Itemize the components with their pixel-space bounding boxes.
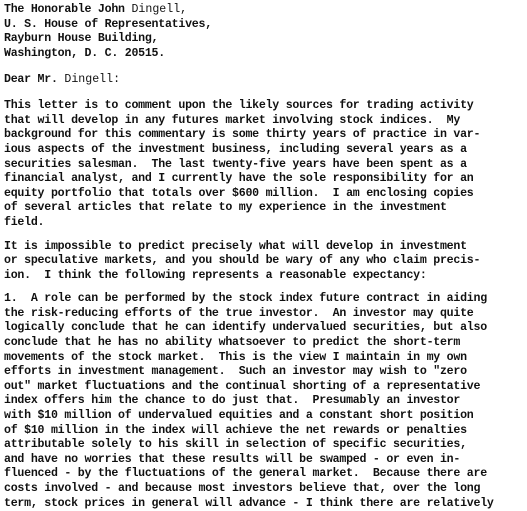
paragraph-2-line: ion. I think the following represents a reasonable expectancy: (4, 268, 427, 282)
paragraph-3-line: fluenced - by the fluctuations of the general market. Because there are (4, 467, 487, 481)
paragraph-1-line: financial analyst, and I currently have the sole responsibility for an (4, 172, 474, 186)
address-block (4, 3, 527, 61)
paragraph-1-line: that will develop in any futures market involving stock indices. My (4, 113, 461, 127)
paragraph-3-line: 1. A role can be performed by the stock index future contract in aiding (4, 292, 487, 306)
spacer (4, 61, 527, 73)
paragraph-3-line: term, stock prices in general will advance - I think there are relatively (4, 496, 494, 510)
salutation-prefix: Dear Mr. (4, 72, 65, 86)
paragraph-3-line: efforts in investment management. Such an investor may wish to "zero (4, 365, 467, 379)
spacer (4, 88, 527, 100)
spacer (4, 231, 527, 240)
paragraph-3-line: the risk-reducing efforts of the true investor. An investor may quite (4, 306, 474, 320)
paragraph-1-line: of several articles that relate to my experience in the investment (4, 201, 447, 215)
recipient-line (4, 3, 527, 18)
paragraph-2-line: or speculative markets, and you should be wary of any who claim precis- (4, 254, 481, 268)
paragraph-3-line: of $10 million in the index will achieve the net rewards or penalties (4, 423, 467, 437)
paragraph-1 (4, 99, 527, 230)
recipient-name: Dingell, (131, 3, 188, 16)
paragraph-3-line: conclude that he has no ability whatsoever to predict the short-term (4, 336, 461, 350)
paragraph-1-line: field. (4, 215, 45, 229)
recipient-title: The Honorable John (4, 3, 132, 16)
paragraph-3-line: out" market fluctuations and the continual shorting of a representative (4, 379, 481, 393)
address-line-3: Rayburn House Building, (4, 32, 159, 46)
paragraph-1-line: equity portfolio that totals over $600 million. I am enclosing copies (4, 186, 474, 200)
salutation-name: Dingell: (64, 72, 121, 86)
paragraph-1-line: This letter is to comment upon the likely sources for trading activity (4, 99, 474, 113)
paragraph-3-line: and have no worries that these results will be swamped - or even in- (4, 452, 461, 466)
salutation (4, 73, 527, 88)
paragraph-2-line: It is impossible to predict precisely what will develop in investment (4, 239, 467, 253)
paragraph-3-line: attributable solely to his skill in selection of specific securities, (4, 438, 467, 452)
address-line-2: U. S. House of Representatives, (4, 17, 212, 31)
address-line-4: Washington, D. C. 20515. (4, 46, 165, 60)
paragraph-3 (4, 292, 527, 511)
paragraph-1-line: ious aspects of the investment business, including several years as a (4, 142, 467, 156)
paragraph-3-line: index offers him the chance to do just that. Presumably an investor (4, 394, 461, 408)
paragraph-1-line: securities salesman. The last twenty-five years have been spent as a (4, 157, 467, 171)
paragraph-3-line: movements of the stock market. This is the view I maintain in my own (4, 350, 467, 364)
paragraph-2 (4, 240, 527, 284)
paragraph-3-line: costs involved - and because most investors believe that, over the long (4, 482, 481, 495)
spacer (4, 283, 527, 292)
paragraph-1-line: background for this commentary is some thirty years of practice in var- (4, 128, 481, 142)
paragraph-3-line: logically conclude that he can identify undervalued securities, but also (4, 321, 487, 335)
paragraph-3-line: with $10 million of undervalued equities and a constant short position (4, 409, 474, 423)
